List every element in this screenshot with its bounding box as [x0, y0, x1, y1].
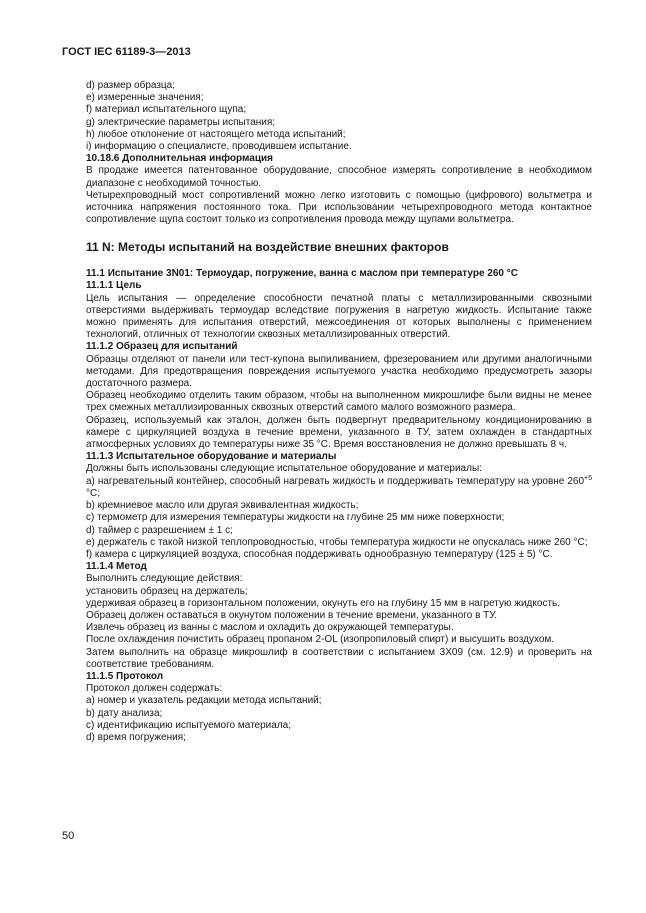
- page-content: [86, 80, 592, 744]
- paragraph: Выполнить следующие действия:: [86, 573, 243, 585]
- clause-title-11-1-2: 11.1.2 Образец для испытаний: [86, 341, 238, 353]
- clause-title-11-1-1: 11.1.1 Цель: [86, 280, 142, 292]
- list-item: h) любое отклонение от настоящего метода испытаний;: [86, 128, 346, 140]
- list-item: a) номер и указатель редакции метода испытаний;: [86, 695, 322, 707]
- list-item: b) кремниевое масло или другая эквивалентная жидкость;: [86, 500, 359, 512]
- item-a-text: a) нагревательный контейнер, способный нагревать жидкость и поддерживать температуру на уровне: [86, 475, 565, 487]
- paragraph: Образцы отделяют от панели или тест-купона выпиливанием, фрезерованием или другими аналогичными методами. Для предотвращения повреждения испытуемого участка необходимо предусмотреть зазоры достаточного размера.: [86, 353, 592, 390]
- section-title-11: 11 N: Методы испытаний на воздействие внешних факторов: [86, 240, 449, 255]
- list-item: g) электрические параметры испытания;: [86, 116, 276, 128]
- paragraph: После охлаждения почистить образец пропаном 2-OL (изопропиловый спирт) и высушить воздухом.: [86, 634, 555, 646]
- paragraph: Затем выполнить на образце микрошлиф в соответствии с испытанием 3X09 (см. 12.9) и проверить на соответствие требованиям.: [86, 646, 592, 670]
- paragraph: Извлечь образец из ванны с маслом и охладить до окружающей температуры.: [86, 622, 454, 634]
- clause-title-11-1-3: 11.1.3 Испытательное оборудование и материалы: [86, 451, 337, 463]
- paragraph: В продаже имеется патентованное оборудование, способное измерять сопротивление в необходимом диапазоне с необходимой точностью.: [86, 165, 592, 189]
- list-item: c) идентификацию испытуемого материала;: [86, 719, 292, 731]
- paragraph: удерживая образец в горизонтальном положении, окунуть его на глубину 15 мм в нагретую жидкость.: [86, 597, 561, 609]
- list-item: f) материал испытательного щупа;: [86, 104, 247, 116]
- list-item: [86, 476, 592, 500]
- list-item: d) размер образца;: [86, 80, 175, 91]
- paragraph: Цель испытания — определение способности печатной платы с металлизированными сквозными отверстиями выдерживать термоудар вследствие погружения в нагретую жидкость. Испытание также можно применять для испытания отверстий, межсоединения от которых выполнены с применением технологий, отличных от технологии сквозных металлизированных отверстий.: [86, 292, 592, 341]
- protocol-list-continued: [86, 80, 592, 153]
- temperature-value: 260: [567, 475, 585, 487]
- subsection-title-11-1: 11.1 Испытание 3N01: Термоудар, погружение, ванна с маслом при температуре 260 °С: [86, 268, 518, 280]
- paragraph: Четырехпроводный мост сопротивлений можно легко изготовить с помощью (цифрового) вольтметра и источника напряжения постоянного тока. При использовании четырехпроводного метода контактное сопротивление щупа состоит только из сопротивления провода между щупами вольтметра.: [86, 189, 592, 226]
- clause-title-10-18-6: 10.18.6 Дополнительная информация: [86, 153, 273, 165]
- paragraph: Протокол должен содержать:: [86, 683, 223, 695]
- clause-title-11-1-5: 11.1.5 Протокол: [86, 670, 164, 682]
- paragraph: Образец должен оставаться в окунутом положении в течение времени, указанного в ТУ.: [86, 609, 498, 621]
- paragraph: Образец, используемый как эталон, должен быть подвергнут предварительному кондиционированию в камере с циркуляцией воздуха в течение времени, указанного в ТУ, затем охлажден в стандартных атмосферных условиях до температуры ниже 35 °С. Время восстановления не должно превышать 8 ч.: [86, 414, 592, 451]
- list-item: e) держатель с такой низкой теплопроводностью, чтобы температура жидкости не опускалась ниже 260 °С;: [86, 536, 588, 548]
- paragraph: установить образец на держатель;: [86, 585, 248, 597]
- document-header: ГОСТ IEC 61189-3—2013: [62, 46, 191, 58]
- list-item: f) камера с циркуляцией воздуха, способная поддерживать однообразную температуру (125 ± 5) °С.: [86, 548, 553, 560]
- paragraph: Образец необходимо отделить таким образом, чтобы на выполненном микрошлифе были видны не менее трех смежных металлизированных сквозных отверстий самого малого возможного размера.: [86, 390, 592, 414]
- list-item: e) измеренные значения;: [86, 92, 204, 104]
- page-number: 50: [62, 830, 75, 842]
- list-item: d) таймер с разрешением ± 1 с;: [86, 524, 233, 536]
- list-item: c) термометр для измерения температуры жидкости на глубине 25 мм ниже поверхности;: [86, 512, 505, 524]
- list-item: b) дату анализа;: [86, 707, 163, 719]
- temperature-tolerance: +5: [584, 474, 593, 482]
- paragraph: Должны быть использованы следующие испытательное оборудование и материалы:: [86, 463, 482, 475]
- temperature-unit: °С;: [86, 487, 100, 499]
- list-item: i) информацию о специалисте, проводившем испытание.: [86, 141, 352, 153]
- clause-title-11-1-4: 11.1.4 Метод: [86, 561, 147, 573]
- list-item: d) время погружения;: [86, 731, 186, 743]
